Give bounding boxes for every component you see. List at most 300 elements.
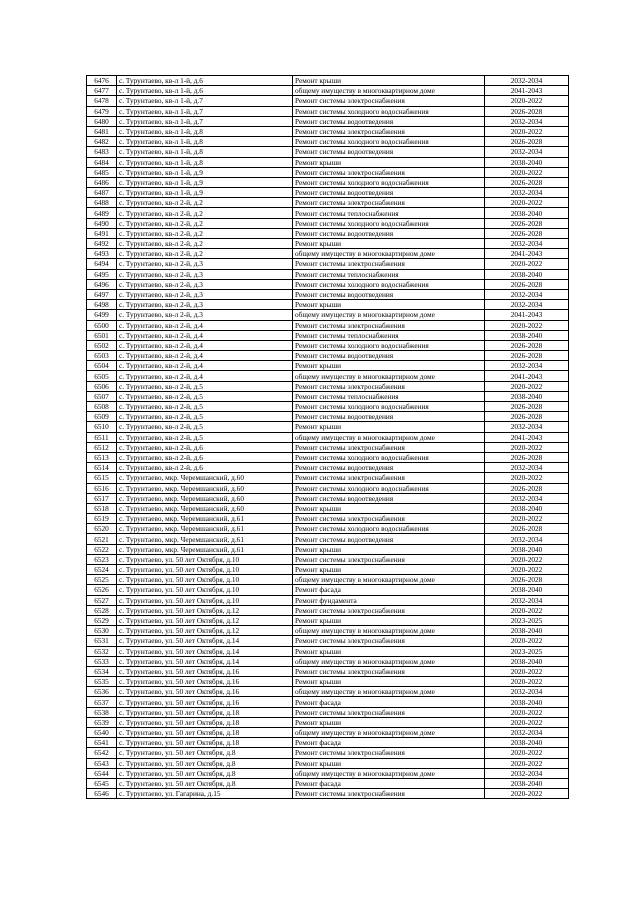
period-cell: 2020-2022: [485, 707, 569, 717]
row-number: 6526: [87, 585, 117, 595]
address-cell: с. Турунтаево, кв-л 2-й, д.5: [117, 402, 293, 412]
table-row: [87, 615, 569, 625]
address-cell: с. Турунтаево, кв-л 2-й, д.5: [117, 391, 293, 401]
table-row: [87, 96, 569, 106]
work-type-cell: общему имуществу в многоквартирном доме: [293, 371, 485, 381]
work-type-cell: Ремонт фасада: [293, 738, 485, 748]
address-cell: с. Турунтаево, ул. 50 лет Октября, д.18: [117, 728, 293, 738]
row-number: 6480: [87, 116, 117, 126]
work-type-cell: Ремонт фасада: [293, 778, 485, 788]
table-row: [87, 106, 569, 116]
row-number: 6514: [87, 463, 117, 473]
row-number: 6507: [87, 391, 117, 401]
work-type-cell: общему имуществу в многоквартирном доме: [293, 687, 485, 697]
work-type-cell: Ремонт системы холодного водоснабжения: [293, 137, 485, 147]
row-number: 6486: [87, 177, 117, 187]
work-type-cell: Ремонт системы водоотведения: [293, 463, 485, 473]
period-cell: 2026-2028: [485, 524, 569, 534]
row-number: 6531: [87, 636, 117, 646]
address-cell: с. Турунтаево, кв-л 2-й, д.4: [117, 330, 293, 340]
period-cell: 2023-2025: [485, 615, 569, 625]
period-cell: 2020-2022: [485, 636, 569, 646]
row-number: 6528: [87, 605, 117, 615]
period-cell: 2026-2028: [485, 575, 569, 585]
work-type-cell: Ремонт системы холодного водоснабжения: [293, 279, 485, 289]
address-cell: с. Турунтаево, кв-л 1-й, д.8: [117, 126, 293, 136]
address-cell: с. Турунтаево, ул. 50 лет Октября, д.14: [117, 656, 293, 666]
table-row: [87, 300, 569, 310]
work-type-cell: Ремонт системы водоотведения: [293, 493, 485, 503]
address-cell: с. Турунтаево, мкр. Черемшанский, д.60: [117, 473, 293, 483]
table-row: [87, 575, 569, 585]
address-cell: с. Турунтаево, ул. 50 лет Октября, д.8: [117, 778, 293, 788]
period-cell: 2026-2028: [485, 340, 569, 350]
work-type-cell: Ремонт системы холодного водоснабжения: [293, 483, 485, 493]
address-cell: с. Турунтаево, ул. 50 лет Октября, д.10: [117, 595, 293, 605]
period-cell: 2038-2040: [485, 503, 569, 513]
period-cell: 2032-2034: [485, 728, 569, 738]
address-cell: с. Турунтаево, ул. 50 лет Октября, д.8: [117, 758, 293, 768]
address-cell: с. Турунтаево, ул. 50 лет Октября, д.10: [117, 554, 293, 564]
period-cell: 2026-2028: [485, 228, 569, 238]
period-cell: 2038-2040: [485, 157, 569, 167]
period-cell: 2038-2040: [485, 391, 569, 401]
table-row: [87, 371, 569, 381]
period-cell: 2032-2034: [485, 361, 569, 371]
row-number: 6488: [87, 198, 117, 208]
row-number: 6511: [87, 432, 117, 442]
table-row: [87, 208, 569, 218]
period-cell: 2032-2034: [485, 534, 569, 544]
table-row: [87, 483, 569, 493]
work-type-cell: Ремонт системы холодного водоснабжения: [293, 524, 485, 534]
row-number: 6533: [87, 656, 117, 666]
address-cell: с. Турунтаево, кв-л 1-й, д.7: [117, 116, 293, 126]
table-row: [87, 310, 569, 320]
period-cell: 2038-2040: [485, 656, 569, 666]
period-cell: 2038-2040: [485, 269, 569, 279]
address-cell: с. Турунтаево, мкр. Черемшанский, д.61: [117, 514, 293, 524]
row-number: 6509: [87, 412, 117, 422]
address-cell: с. Турунтаево, ул. 50 лет Октября, д.16: [117, 677, 293, 687]
address-cell: с. Турунтаево, кв-л 1-й, д.9: [117, 188, 293, 198]
table-row: [87, 351, 569, 361]
work-type-cell: Ремонт системы водоотведения: [293, 116, 485, 126]
address-cell: с. Турунтаево, кв-л 2-й, д.3: [117, 310, 293, 320]
address-cell: с. Турунтаево, кв-л 1-й, д.6: [117, 76, 293, 86]
row-number: 6530: [87, 626, 117, 636]
address-cell: с. Турунтаево, кв-л 2-й, д.2: [117, 228, 293, 238]
table-row: [87, 778, 569, 788]
work-type-cell: Ремонт системы холодного водоснабжения: [293, 402, 485, 412]
row-number: 6510: [87, 422, 117, 432]
address-cell: с. Турунтаево, кв-л 1-й, д.9: [117, 167, 293, 177]
work-type-cell: Ремонт системы электроснабжения: [293, 381, 485, 391]
period-cell: 2038-2040: [485, 738, 569, 748]
table-row: [87, 585, 569, 595]
period-cell: 2020-2022: [485, 381, 569, 391]
period-cell: 2026-2028: [485, 218, 569, 228]
row-number: 6540: [87, 728, 117, 738]
table-row: [87, 126, 569, 136]
address-cell: с. Турунтаево, кв-л 1-й, д.7: [117, 106, 293, 116]
period-cell: 2041-2043: [485, 432, 569, 442]
row-number: 6524: [87, 565, 117, 575]
table-row: [87, 269, 569, 279]
row-number: 6517: [87, 493, 117, 503]
work-type-cell: общему имуществу в многоквартирном доме: [293, 656, 485, 666]
table-row: [87, 402, 569, 412]
table-row: [87, 687, 569, 697]
address-cell: с. Турунтаево, ул. 50 лет Октября, д.8: [117, 748, 293, 758]
work-type-cell: Ремонт системы водоотведения: [293, 412, 485, 422]
table-row: [87, 157, 569, 167]
row-number: 6492: [87, 239, 117, 249]
row-number: 6494: [87, 259, 117, 269]
address-cell: с. Турунтаево, кв-л 2-й, д.2: [117, 208, 293, 218]
work-type-cell: Ремонт крыши: [293, 300, 485, 310]
period-cell: 2020-2022: [485, 96, 569, 106]
row-number: 6491: [87, 228, 117, 238]
work-type-cell: Ремонт крыши: [293, 717, 485, 727]
table-row: [87, 595, 569, 605]
period-cell: 2026-2028: [485, 402, 569, 412]
work-type-cell: Ремонт системы теплоснабжения: [293, 208, 485, 218]
table-row: [87, 137, 569, 147]
table-row: [87, 534, 569, 544]
row-number: 6536: [87, 687, 117, 697]
work-type-cell: Ремонт системы теплоснабжения: [293, 330, 485, 340]
row-number: 6543: [87, 758, 117, 768]
table-row: [87, 697, 569, 707]
period-cell: 2041-2043: [485, 310, 569, 320]
address-cell: с. Турунтаево, кв-л 2-й, д.2: [117, 218, 293, 228]
work-type-cell: Ремонт системы электроснабжения: [293, 126, 485, 136]
address-cell: с. Турунтаево, ул. 50 лет Октября, д.16: [117, 687, 293, 697]
address-cell: с. Турунтаево, кв-л 2-й, д.3: [117, 300, 293, 310]
period-cell: 2020-2022: [485, 259, 569, 269]
table-row: [87, 340, 569, 350]
row-number: 6513: [87, 452, 117, 462]
work-type-cell: общему имуществу в многоквартирном доме: [293, 310, 485, 320]
address-cell: с. Турунтаево, ул. 50 лет Октября, д.10: [117, 585, 293, 595]
work-type-cell: Ремонт системы холодного водоснабжения: [293, 177, 485, 187]
table-row: [87, 432, 569, 442]
table-body: [87, 76, 569, 799]
address-cell: с. Турунтаево, ул. 50 лет Октября, д.18: [117, 738, 293, 748]
row-number: 6546: [87, 789, 117, 799]
work-type-cell: общему имуществу в многоквартирном доме: [293, 249, 485, 259]
work-type-cell: Ремонт системы теплоснабжения: [293, 391, 485, 401]
period-cell: 2020-2022: [485, 514, 569, 524]
address-cell: с. Турунтаево, ул. 50 лет Октября, д.14: [117, 636, 293, 646]
work-type-cell: общему имуществу в многоквартирном доме: [293, 728, 485, 738]
work-type-cell: Ремонт крыши: [293, 565, 485, 575]
period-cell: 2038-2040: [485, 208, 569, 218]
work-type-cell: Ремонт системы холодного водоснабжения: [293, 452, 485, 462]
address-cell: с. Турунтаево, кв-л 1-й, д.8: [117, 137, 293, 147]
work-type-cell: Ремонт системы электроснабжения: [293, 636, 485, 646]
row-number: 6490: [87, 218, 117, 228]
work-type-cell: Ремонт крыши: [293, 677, 485, 687]
table-row: [87, 463, 569, 473]
address-cell: с. Турунтаево, кв-л 2-й, д.2: [117, 249, 293, 259]
work-type-cell: Ремонт системы электроснабжения: [293, 789, 485, 799]
address-cell: с. Турунтаево, кв-л 2-й, д.6: [117, 452, 293, 462]
row-number: 6505: [87, 371, 117, 381]
address-cell: с. Турунтаево, кв-л 1-й, д.7: [117, 96, 293, 106]
table-row: [87, 391, 569, 401]
address-cell: с. Турунтаево, мкр. Черемшанский, д.60: [117, 483, 293, 493]
period-cell: 2032-2034: [485, 188, 569, 198]
table-row: [87, 677, 569, 687]
address-cell: с. Турунтаево, кв-л 2-й, д.6: [117, 463, 293, 473]
address-cell: с. Турунтаево, кв-л 2-й, д.4: [117, 351, 293, 361]
period-cell: 2026-2028: [485, 137, 569, 147]
period-cell: 2023-2025: [485, 646, 569, 656]
address-cell: с. Турунтаево, кв-л 2-й, д.3: [117, 269, 293, 279]
period-cell: 2038-2040: [485, 585, 569, 595]
row-number: 6519: [87, 514, 117, 524]
row-number: 6525: [87, 575, 117, 585]
row-number: 6493: [87, 249, 117, 259]
table-row: [87, 361, 569, 371]
table-row: [87, 707, 569, 717]
table-row: [87, 789, 569, 799]
row-number: 6489: [87, 208, 117, 218]
address-cell: с. Турунтаево, мкр. Черемшанский, д.60: [117, 503, 293, 513]
table-row: [87, 381, 569, 391]
table-row: [87, 279, 569, 289]
address-cell: с. Турунтаево, ул. 50 лет Октября, д.10: [117, 565, 293, 575]
period-cell: 2026-2028: [485, 177, 569, 187]
address-cell: с. Турунтаево, кв-л 2-й, д.6: [117, 442, 293, 452]
table-row: [87, 452, 569, 462]
repair-schedule-table: [86, 75, 569, 799]
work-type-cell: Ремонт системы водоотведения: [293, 147, 485, 157]
row-number: 6478: [87, 96, 117, 106]
work-type-cell: Ремонт системы холодного водоснабжения: [293, 218, 485, 228]
table-row: [87, 717, 569, 727]
row-number: 6503: [87, 351, 117, 361]
table-row: [87, 666, 569, 676]
table-row: [87, 422, 569, 432]
row-number: 6476: [87, 76, 117, 86]
work-type-cell: Ремонт системы водоотведения: [293, 228, 485, 238]
row-number: 6496: [87, 279, 117, 289]
address-cell: с. Турунтаево, ул. 50 лет Октября, д.12: [117, 626, 293, 636]
table-row: [87, 147, 569, 157]
table-row: [87, 768, 569, 778]
period-cell: 2026-2028: [485, 483, 569, 493]
work-type-cell: Ремонт системы электроснабжения: [293, 605, 485, 615]
table-row: [87, 76, 569, 86]
period-cell: 2020-2022: [485, 605, 569, 615]
table-row: [87, 473, 569, 483]
row-number: 6482: [87, 137, 117, 147]
row-number: 6500: [87, 320, 117, 330]
period-cell: 2032-2034: [485, 116, 569, 126]
period-cell: 2020-2022: [485, 666, 569, 676]
table-row: [87, 188, 569, 198]
period-cell: 2032-2034: [485, 687, 569, 697]
period-cell: 2020-2022: [485, 677, 569, 687]
period-cell: 2020-2022: [485, 320, 569, 330]
row-number: 6534: [87, 666, 117, 676]
period-cell: 2038-2040: [485, 626, 569, 636]
work-type-cell: общему имуществу в многоквартирном доме: [293, 768, 485, 778]
row-number: 6541: [87, 738, 117, 748]
period-cell: 2020-2022: [485, 126, 569, 136]
address-cell: с. Турунтаево, мкр. Черемшанский, д.61: [117, 534, 293, 544]
period-cell: 2032-2034: [485, 76, 569, 86]
address-cell: с. Турунтаево, кв-л 1-й, д.6: [117, 86, 293, 96]
period-cell: 2020-2022: [485, 167, 569, 177]
work-type-cell: Ремонт системы водоотведения: [293, 351, 485, 361]
address-cell: с. Турунтаево, кв-л 2-й, д.3: [117, 279, 293, 289]
table-row: [87, 544, 569, 554]
work-type-cell: Ремонт крыши: [293, 544, 485, 554]
row-number: 6508: [87, 402, 117, 412]
period-cell: 2041-2043: [485, 371, 569, 381]
row-number: 6529: [87, 615, 117, 625]
work-type-cell: Ремонт крыши: [293, 239, 485, 249]
work-type-cell: Ремонт крыши: [293, 422, 485, 432]
table-row: [87, 289, 569, 299]
period-cell: 2032-2034: [485, 300, 569, 310]
period-cell: 2038-2040: [485, 544, 569, 554]
row-number: 6487: [87, 188, 117, 198]
row-number: 6523: [87, 554, 117, 564]
work-type-cell: Ремонт крыши: [293, 361, 485, 371]
work-type-cell: Ремонт системы холодного водоснабжения: [293, 340, 485, 350]
address-cell: с. Турунтаево, кв-л 2-й, д.5: [117, 412, 293, 422]
work-type-cell: Ремонт системы теплоснабжения: [293, 269, 485, 279]
row-number: 6539: [87, 717, 117, 727]
period-cell: 2020-2022: [485, 789, 569, 799]
period-cell: 2020-2022: [485, 473, 569, 483]
work-type-cell: Ремонт системы водоотведения: [293, 289, 485, 299]
table-row: [87, 554, 569, 564]
address-cell: с. Турунтаево, кв-л 2-й, д.5: [117, 432, 293, 442]
address-cell: с. Турунтаево, ул. 50 лет Октября, д.18: [117, 717, 293, 727]
row-number: 6520: [87, 524, 117, 534]
table-row: [87, 198, 569, 208]
row-number: 6535: [87, 677, 117, 687]
address-cell: с. Турунтаево, ул. 50 лет Октября, д.12: [117, 605, 293, 615]
table-row: [87, 167, 569, 177]
period-cell: 2038-2040: [485, 330, 569, 340]
table-row: [87, 177, 569, 187]
row-number: 6477: [87, 86, 117, 96]
work-type-cell: Ремонт крыши: [293, 503, 485, 513]
row-number: 6544: [87, 768, 117, 778]
row-number: 6537: [87, 697, 117, 707]
table-row: [87, 493, 569, 503]
work-type-cell: Ремонт системы электроснабжения: [293, 473, 485, 483]
period-cell: 2032-2034: [485, 422, 569, 432]
row-number: 6481: [87, 126, 117, 136]
address-cell: с. Турунтаево, ул. 50 лет Октября, д.14: [117, 646, 293, 656]
address-cell: с. Турунтаево, кв-л 2-й, д.4: [117, 361, 293, 371]
table-row: [87, 442, 569, 452]
period-cell: 2041-2043: [485, 249, 569, 259]
address-cell: с. Турунтаево, кв-л 1-й, д.9: [117, 177, 293, 187]
work-type-cell: Ремонт крыши: [293, 615, 485, 625]
address-cell: с. Турунтаево, мкр. Черемшанский, д.61: [117, 524, 293, 534]
address-cell: с. Турунтаево, ул. Гагарина, д.15: [117, 789, 293, 799]
period-cell: 2020-2022: [485, 758, 569, 768]
work-type-cell: Ремонт системы электроснабжения: [293, 167, 485, 177]
period-cell: 2020-2022: [485, 198, 569, 208]
period-cell: 2026-2028: [485, 106, 569, 116]
row-number: 6527: [87, 595, 117, 605]
table-row: [87, 656, 569, 666]
table-row: [87, 412, 569, 422]
period-cell: 2032-2034: [485, 463, 569, 473]
table-row: [87, 524, 569, 534]
work-type-cell: Ремонт системы водоотведения: [293, 188, 485, 198]
work-type-cell: Ремонт системы электроснабжения: [293, 320, 485, 330]
table-row: [87, 626, 569, 636]
row-number: 6521: [87, 534, 117, 544]
work-type-cell: Ремонт фасада: [293, 697, 485, 707]
address-cell: с. Турунтаево, кв-л 2-й, д.5: [117, 422, 293, 432]
row-number: 6532: [87, 646, 117, 656]
work-type-cell: общему имуществу в многоквартирном доме: [293, 626, 485, 636]
table-row: [87, 249, 569, 259]
address-cell: с. Турунтаево, кв-л 2-й, д.4: [117, 340, 293, 350]
work-type-cell: Ремонт крыши: [293, 76, 485, 86]
row-number: 6498: [87, 300, 117, 310]
table-row: [87, 728, 569, 738]
table-row: [87, 748, 569, 758]
work-type-cell: Ремонт крыши: [293, 646, 485, 656]
table-row: [87, 320, 569, 330]
row-number: 6518: [87, 503, 117, 513]
row-number: 6538: [87, 707, 117, 717]
work-type-cell: Ремонт фундамента: [293, 595, 485, 605]
period-cell: 2020-2022: [485, 748, 569, 758]
table-row: [87, 636, 569, 646]
row-number: 6479: [87, 106, 117, 116]
period-cell: 2020-2022: [485, 554, 569, 564]
table-row: [87, 565, 569, 575]
table-row: [87, 116, 569, 126]
work-type-cell: Ремонт системы электроснабжения: [293, 442, 485, 452]
period-cell: 2032-2034: [485, 239, 569, 249]
row-number: 6484: [87, 157, 117, 167]
table-row: [87, 239, 569, 249]
table-row: [87, 605, 569, 615]
period-cell: 2041-2043: [485, 86, 569, 96]
work-type-cell: Ремонт фасада: [293, 585, 485, 595]
period-cell: 2032-2034: [485, 147, 569, 157]
table-row: [87, 228, 569, 238]
row-number: 6506: [87, 381, 117, 391]
period-cell: 2038-2040: [485, 697, 569, 707]
period-cell: 2020-2022: [485, 565, 569, 575]
period-cell: 2026-2028: [485, 412, 569, 422]
table-row: [87, 514, 569, 524]
table-row: [87, 646, 569, 656]
address-cell: с. Турунтаево, мкр. Черемшанский, д.60: [117, 493, 293, 503]
work-type-cell: Ремонт системы электроснабжения: [293, 666, 485, 676]
work-type-cell: общему имуществу в многоквартирном доме: [293, 432, 485, 442]
table-row: [87, 503, 569, 513]
row-number: 6542: [87, 748, 117, 758]
row-number: 6485: [87, 167, 117, 177]
